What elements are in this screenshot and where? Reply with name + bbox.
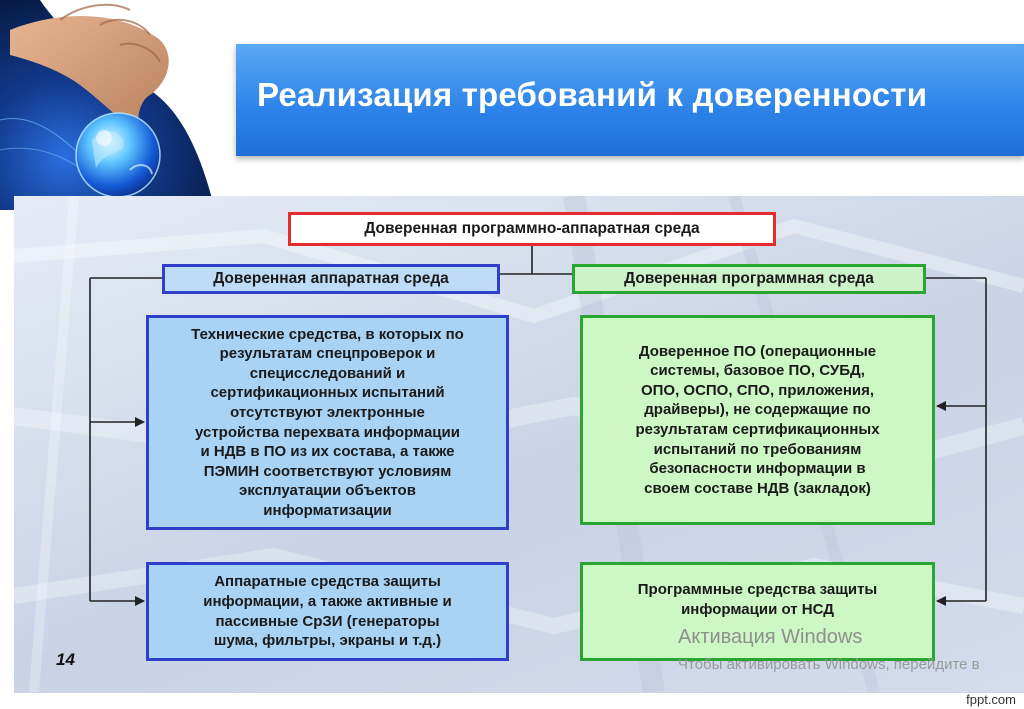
software-protection-text: Программные средства защиты информации от НСД xyxy=(637,580,878,618)
node-hardware-protection xyxy=(146,562,509,661)
hand-globe-image xyxy=(0,0,240,210)
diagram-slide xyxy=(14,196,1024,692)
source-credit: fppt.com xyxy=(966,692,1016,707)
footer-divider xyxy=(14,692,1024,693)
node-hardware-description xyxy=(146,315,509,530)
node-software-description xyxy=(580,315,935,525)
node-trusted-hw-sw-environment: Доверенная программно-аппаратная среда xyxy=(288,212,776,246)
activation-watermark-title: Активация Windows xyxy=(678,626,863,648)
activation-watermark-subtitle: Чтобы активировать Windows, перейдите в xyxy=(678,656,980,672)
page-title: Реализация требований к доверенности xyxy=(257,76,928,113)
hardware-protection-text: Аппаратные средства защиты информации, а также активные и пассивные СрЗИ (генераторы шума, фильтры, экраны и т.д.) xyxy=(203,573,452,650)
software-description-text: Доверенное ПО (операционные системы, базовое ПО, СУБД, ОПО, ОСПО, СПО, приложения, драйверы), не содержащие по результатам сертификационных испытаний по требованиям безопасности информации в своем составе НДВ (закладок) xyxy=(635,342,880,497)
hardware-description-text: Технические средства, в которых по результатам спецпроверок и специсследований и сертификационных испытаний отсутствуют электронные устройства перехвата информации и НДВ в ПО из их состава, а также ПЭМИН соответствуют условиям эксплуатации объектов информатизации xyxy=(191,325,464,519)
slide-number: 14 xyxy=(56,650,75,669)
node-trusted-hardware-environment: Доверенная аппаратная среда xyxy=(162,264,500,294)
node-trusted-software-environment: Доверенная программная среда xyxy=(572,264,926,294)
